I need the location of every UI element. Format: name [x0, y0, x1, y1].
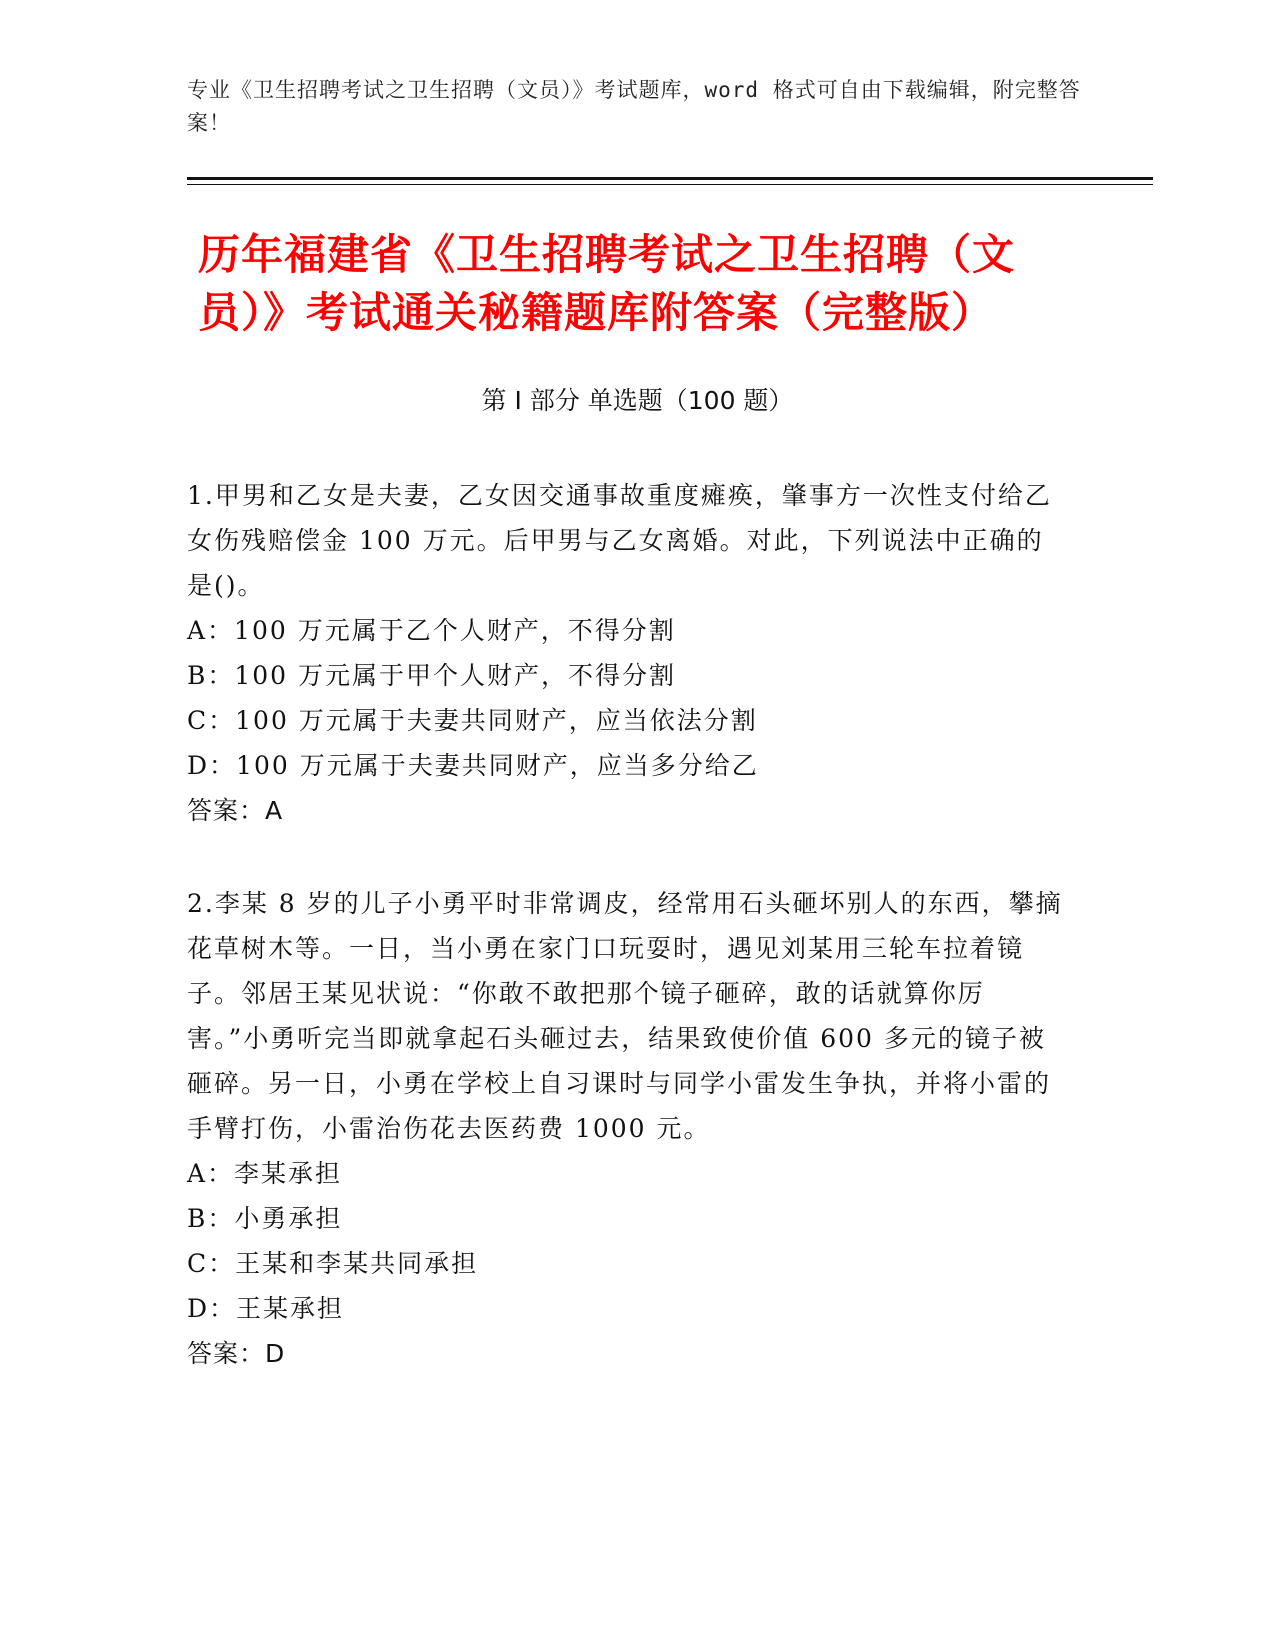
section-heading: 第 I 部分 单选题（100 题） — [481, 386, 794, 415]
document-title: 历年福建省《卫生招聘考试之卫生招聘（文员）》考试通关秘籍题库附答案（完整版） — [198, 230, 1016, 337]
answer-line: 答案：D — [187, 1339, 286, 1368]
header-rule-thin — [187, 184, 1153, 185]
option-b: B：100 万元属于甲个人财产，不得分割 — [187, 661, 677, 690]
option-b: B：小勇承担 — [187, 1204, 343, 1233]
option-c: C：100 万元属于夫妻共同财产，应当依法分割 — [187, 706, 758, 735]
option-c: C：王某和李某共同承担 — [187, 1249, 479, 1278]
option-d: D：100 万元属于夫妻共同财产，应当多分给乙 — [187, 751, 759, 780]
answer-line: 答案：A — [187, 796, 284, 825]
question-1 — [187, 473, 1067, 833]
question-2 — [187, 881, 1067, 1376]
option-d: D：王某承担 — [187, 1294, 345, 1323]
header-rule-thick — [187, 177, 1153, 180]
question-stem: 2.李某 8 岁的儿子小勇平时非常调皮，经常用石头砸坏别人的东西，攀摘花草树木等。一日，当小勇在家门口玩耍时，遇见刘某用三轮车拉着镜子。邻居王某见状说：“你敢不敢把那个镜子砸碎，敢的话就算你厉害。”小勇听完当即就拿起石头砸过去，结果致使价值 600 多元的镜子被砸碎。另一日，小勇在学校上自习课时与同学小雷发生争执，并将小雷的手臂打伤，小雷治伤花去医药费 1000 元。 — [187, 889, 1063, 1143]
header-note: 专业《卫生招聘考试之卫生招聘（文员）》考试题库，word 格式可自由下载编辑，附完整答案！ — [187, 78, 1081, 135]
option-a: A：李某承担 — [187, 1159, 343, 1188]
question-stem: 1.甲男和乙女是夫妻，乙女因交通事故重度瘫痪，肇事方一次性支付给乙女伤残赔偿金 100 万元。后甲男与乙女离婚。对此，下列说法中正确的是()。 — [187, 481, 1052, 600]
option-a: A：100 万元属于乙个人财产，不得分割 — [187, 616, 676, 645]
